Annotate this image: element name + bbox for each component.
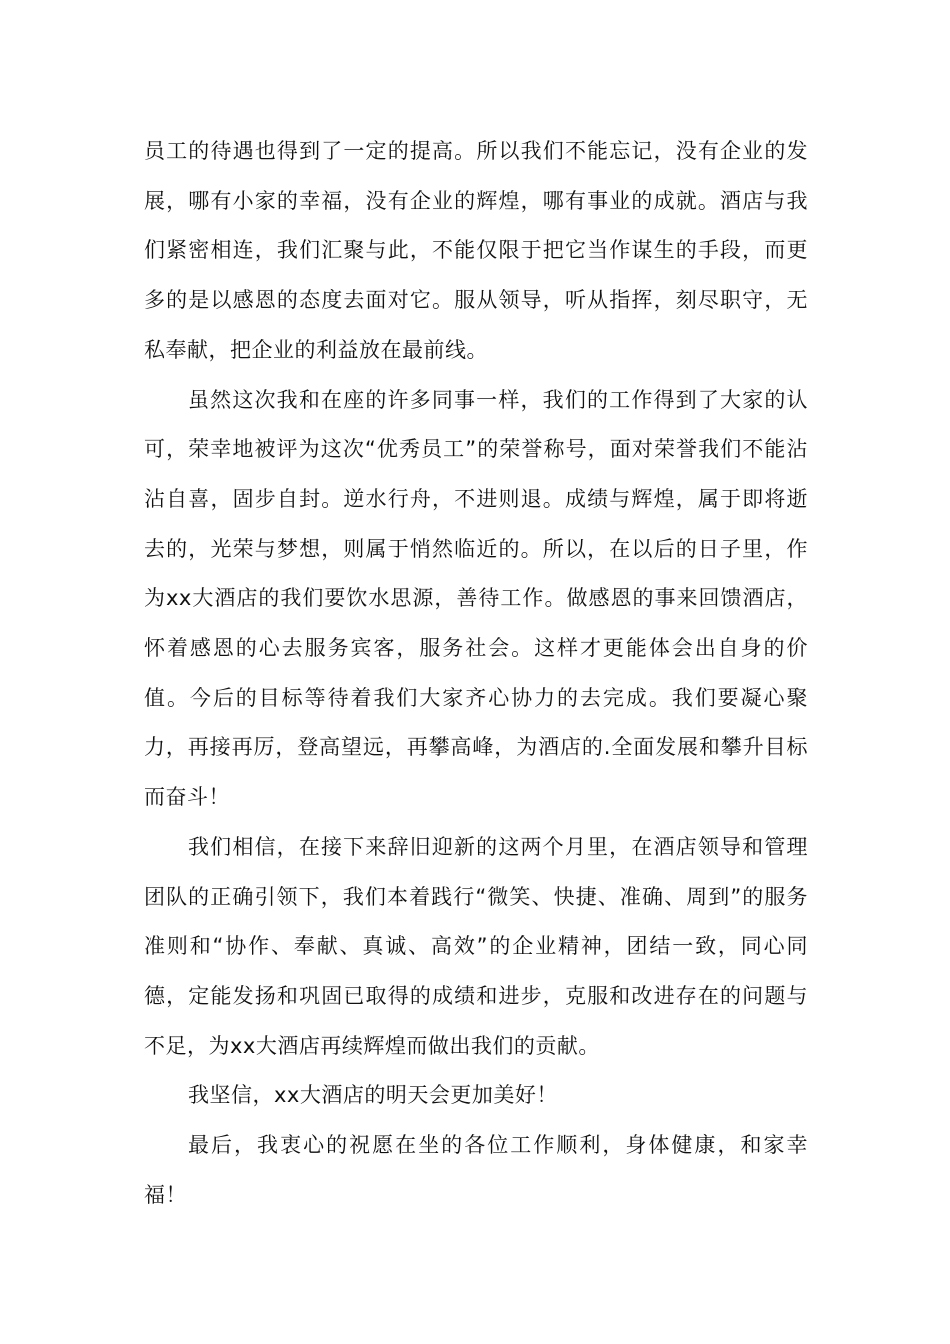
paragraph-closing-wishes: 最后，我衷心的祝愿在坐的各位工作顺利，身体健康，和家幸福！ xyxy=(144,1133,808,1207)
paragraph-confidence: 我坚信，xx大酒店的明天会更加美好！ xyxy=(188,1083,558,1108)
paragraph-honor: 虽然这次我和在座的许多同事一样，我们的工作得到了大家的认可，荣幸地被评为这次“优秀员工”的荣誉称号，面对荣誉我们不能沾沾自喜，固步自封。逆水行舟，不进则退。成绩与辉煌，属于即将逝去的，光荣与梦想，则属于悄然临近的。所以，在以后的日子里，作为xx大酒店的我们要饮水思源，善待工作。做感恩的事来回馈酒店，怀着感恩的心去服务宾客，服务社会。这样才更能体会出自身的价值。今后的目标等待着我们大家齐心协力的去完成。我们要凝心聚力，再接再厉，登高望远，再攀高峰，为酒店的.全面发展和攀升目标而奋斗！ xyxy=(144,387,808,810)
document-body xyxy=(144,127,808,1220)
paragraph-continuation: 员工的待遇也得到了一定的提高。所以我们不能忘记，没有企业的发展，哪有小家的幸福，没有企业的辉煌，哪有事业的成就。酒店与我们紧密相连，我们汇聚与此，不能仅限于把它当作谋生的手段，而更多的是以感恩的态度去面对它。服从领导，听从指挥，刻尽职守，无私奉献，把企业的利益放在最前线。 xyxy=(144,139,808,362)
paragraph-belief: 我们相信，在接下来辞旧迎新的这两个月里，在酒店领导和管理团队的正确引领下，我们本着践行“微笑、快捷、准确、周到”的服务准则和“协作、奉献、真诚、高效”的企业精神，团结一致，同心同德，定能发扬和巩固已取得的成绩和进步，克服和改进存在的问题与不足，为xx大酒店再续辉煌而做出我们的贡献。 xyxy=(144,834,808,1058)
